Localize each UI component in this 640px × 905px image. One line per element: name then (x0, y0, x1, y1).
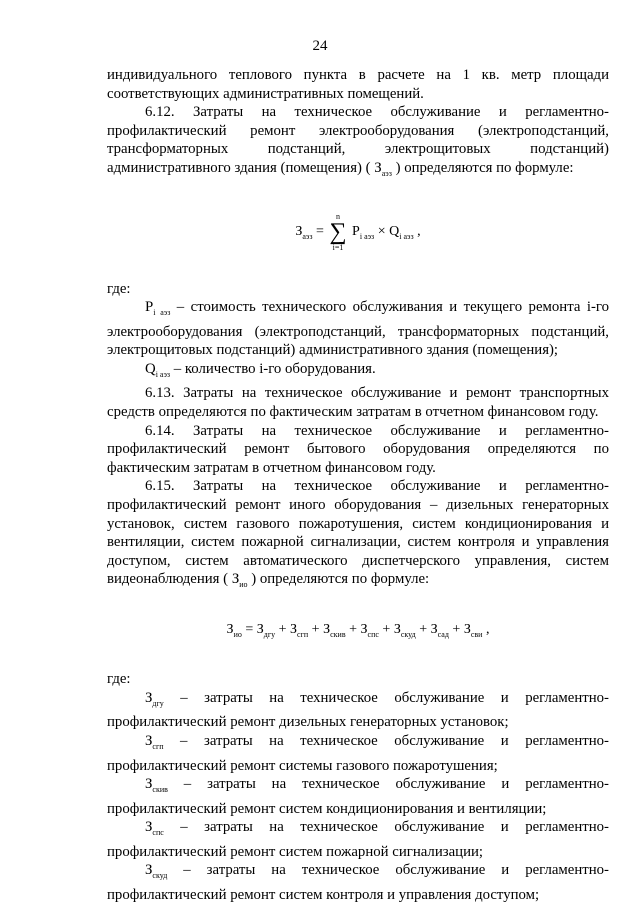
f2-term-5: З (430, 621, 438, 637)
def2-4-var: З (145, 862, 153, 879)
def-q-var-sub: i аэз (155, 369, 171, 379)
f1-lhs: З (295, 223, 303, 239)
p612-var-sub: аэз (381, 168, 392, 178)
f2-term-0-sub: дгу (263, 629, 276, 639)
def-q-var: Q (145, 360, 156, 377)
p615-text-after: ) определяются по формуле: (251, 571, 430, 588)
f1-term1-sub: i аэз (359, 231, 375, 241)
def2-0-sub: дгу (152, 698, 164, 708)
f2-op-5: + (419, 621, 428, 637)
f2-op-2: + (311, 621, 320, 637)
def2-4-text: – затраты на техническое обслуживание и регламентно-профилактический ремонт систем контроля и управления доступом; (107, 862, 609, 903)
sum-symbol: ∑ (329, 218, 347, 245)
f2-op-3: + (349, 621, 357, 637)
def2-1-sub: сгп (152, 741, 164, 751)
definition-dgu (107, 689, 609, 732)
definition-p (107, 298, 609, 360)
f2-term-4: З (393, 621, 401, 637)
p612-text-before: 6.12. Затраты на техническое обслуживание и регламентно-профилактический ремонт электрооборудования (электроподстанций, трансформаторных подстанций, электрощитовых подстанций) административного здания (помещения) ( (107, 104, 609, 176)
definition-q (107, 360, 609, 385)
sum-lower-limit: i=1 (332, 242, 344, 252)
paragraph-6-12 (107, 103, 609, 183)
f2-term-2: З (323, 621, 331, 637)
f1-lhs-sub: аэз (302, 231, 313, 241)
f2-lhs: З (226, 621, 234, 637)
f2-term-1: З (290, 621, 298, 637)
f1-term2-sub: i аэз (399, 231, 414, 241)
definition-skiv (107, 775, 609, 818)
definition-sgp (107, 732, 609, 775)
f2-op-1: + (278, 621, 287, 637)
f2-op-4: + (382, 621, 391, 637)
p615-var: З (231, 571, 240, 588)
f1-eq: = (316, 223, 324, 239)
def-q-text: – количество i-го оборудования. (170, 360, 376, 377)
f2-term-2-sub: скив (330, 629, 346, 639)
f2-eq: = (245, 621, 254, 637)
def2-2-sub: скив (152, 785, 168, 795)
def2-3-sub: спс (152, 828, 164, 838)
paragraph-6-13: 6.13. Затраты на техническое обслуживание и ремонт транспортных средств определяются по фактическим затратам в отчетном финансовом году. (107, 385, 609, 420)
f1-term1: P (352, 223, 360, 239)
f2-op-6: + (452, 621, 461, 637)
p612-text-after: ) определяются по формуле: (395, 159, 574, 176)
formula-aez (107, 212, 609, 252)
def-p-text: – стоимость технического обслуживания и текущего ремонта i-го электрооборудования (электроподстанций, трансформаторных подстанций, электрощитовых подстанций) административного здания (помещения); (107, 299, 609, 359)
def2-2-var: З (145, 776, 153, 793)
p612-var: З (374, 159, 382, 176)
p615-text-before: 6.15. Затраты на техническое обслуживание и регламентно-профилактический ремонт иного оборудования – дизельных генераторных установок, систем газового пожаротушения, систем кондиционирования и вентиляции, систем пожарной сигнализации, систем контроля и управления доступом, систем автоматического диспетчерского управления, систем видеонаблюдения ( (107, 478, 609, 588)
f2-term-0: З (256, 621, 264, 637)
formula-io (107, 621, 609, 644)
def2-3-var: З (145, 819, 153, 836)
definition-sps (107, 818, 609, 861)
def2-1-text: – затраты на техническое обслуживание и регламентно-профилактический ремонт системы газового пожаротушения; (107, 733, 609, 774)
f1-times: × (377, 223, 386, 239)
f2-term-3: З (360, 621, 368, 637)
def2-1-var: З (145, 733, 153, 749)
page-number: 24 (312, 38, 328, 54)
where-label-1: где: (107, 280, 131, 297)
def2-3-text: – затраты на техническое обслуживание и регламентно-профилактический ремонт систем пожарной сигнализации; (107, 819, 609, 860)
paragraph-intro: индивидуального теплового пункта в расчете на 1 кв. метр площади соответствующих административных помещений. (107, 67, 609, 102)
f2-term-4-sub: скуд (400, 629, 416, 639)
sum-upper-limit: n (335, 211, 340, 221)
def2-0-text: – затраты на техническое обслуживание и регламентно-профилактический ремонт дизельных генераторных установок; (107, 689, 609, 731)
f1-tail: , (417, 223, 421, 239)
paragraph-6-14: 6.14. Затраты на техническое обслуживание и регламентно-профилактический ремонт бытового оборудования определяются по фактическим затратам в отчетном финансовом году. (107, 422, 609, 476)
f2-term-1-sub: сгп (297, 629, 309, 639)
f2-lhs-sub: ио (233, 629, 242, 639)
paragraph-6-15 (107, 477, 609, 595)
def2-2-text: – затраты на техническое обслуживание и регламентно-профилактический ремонт систем кондиционирования и вентиляции; (107, 776, 609, 817)
def2-4-sub: скуд (152, 871, 168, 881)
document-body (107, 66, 609, 905)
where-label-2: где: (107, 671, 131, 688)
f2-tail: , (485, 621, 490, 637)
f2-term-6-sub: сви (470, 629, 483, 639)
f2-term-3-sub: спс (367, 629, 379, 639)
f2-term-5-sub: сад (437, 629, 449, 639)
f1-term2: Q (389, 223, 400, 239)
def2-0-var: З (145, 689, 153, 706)
def-p-var-sub: i аэз (153, 308, 171, 318)
sum-operator (329, 212, 346, 252)
definition-skud (107, 861, 609, 904)
p615-var-sub: ио (239, 580, 248, 590)
def-p-var: P (145, 299, 154, 316)
f2-term-6: З (463, 621, 471, 637)
